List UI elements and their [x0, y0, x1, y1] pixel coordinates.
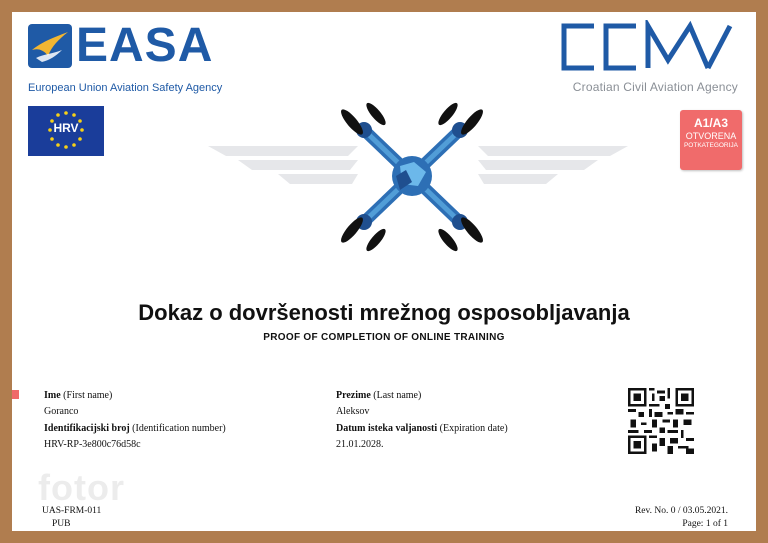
first-name-label-text: Ime: [44, 390, 61, 401]
first-name-hint: (First name): [63, 390, 113, 401]
certificate: [12, 12, 756, 531]
revision: Rev. No. 0 / 03.05.2021.: [634, 506, 728, 516]
id-label: [44, 423, 226, 434]
category-badge: [680, 110, 742, 170]
expiry-value: 21.01.2028.: [336, 439, 384, 450]
last-name-hint: (Last name): [373, 390, 422, 401]
document-subtitle: PROOF OF COMPLETION OF ONLINE TRAINING: [263, 332, 505, 343]
first-name-label: [44, 390, 112, 401]
country-code: HRV: [53, 121, 79, 135]
id-value: HRV-RP-3e800c76d58c: [44, 439, 141, 450]
form-code: UAS-FRM-011: [42, 506, 102, 516]
expiry-label: [336, 423, 508, 434]
easa-wordmark: EASA: [76, 19, 214, 72]
last-name-label-text: Prezime: [336, 390, 371, 401]
last-name-value: Aleksov: [336, 406, 370, 417]
category-line1: OTVORENA: [685, 131, 737, 141]
ccaa-subtitle: Croatian Civil Aviation Agency: [572, 80, 738, 94]
easa-subtitle: European Union Aviation Safety Agency: [28, 82, 223, 94]
classification: PUB: [52, 519, 71, 529]
ccaa-mark-icon: [558, 20, 738, 76]
eu-flag-icon: [28, 106, 104, 156]
qr-code: [628, 388, 694, 454]
expiry-hint: (Expiration date): [439, 423, 508, 434]
drone-icon: [334, 100, 490, 252]
easa-bird-icon: [28, 24, 72, 68]
last-name-label: [336, 390, 421, 401]
ccaa-logo: [558, 20, 738, 104]
id-hint: (Identification number): [132, 423, 226, 434]
fotor-watermark: fotor: [38, 467, 125, 508]
document-title: Dokaz o dovršenosti mrežnog osposobljavanja: [138, 300, 630, 325]
expiry-label-text: Datum isteka valjanosti: [336, 423, 438, 434]
category-line2: POTKATEGORIJA: [683, 142, 739, 149]
page-number: Page: 1 of 1: [682, 519, 728, 529]
side-marker: [12, 390, 19, 399]
easa-logo: [26, 19, 226, 102]
first-name-value: Goranco: [44, 406, 79, 417]
category-code: A1/A3: [693, 116, 728, 130]
id-label-text: Identifikacijski broj: [44, 423, 130, 434]
